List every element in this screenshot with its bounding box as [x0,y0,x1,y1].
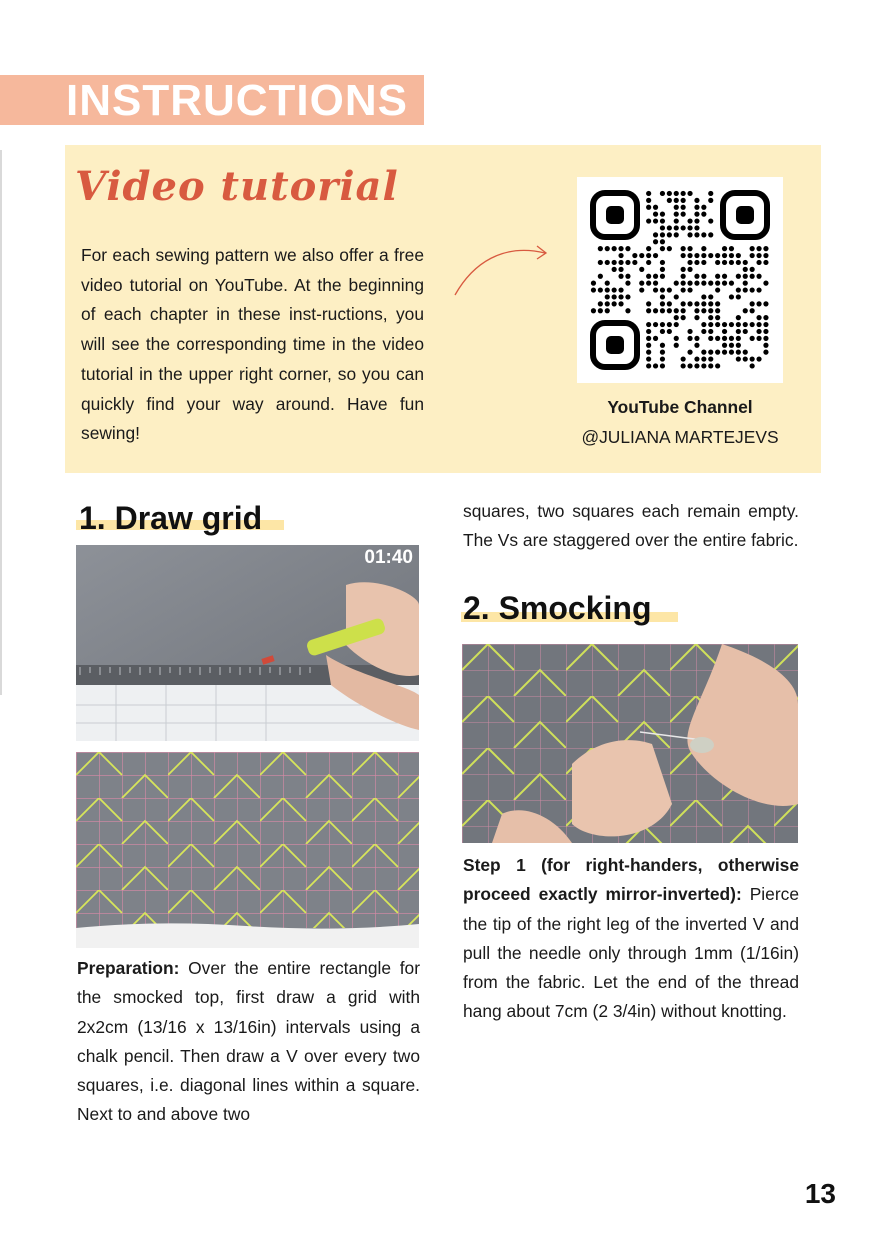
photo-smocking-needle [462,644,798,843]
grid-continued-text: squares, two squares each remain empty. The Vs are staggered over the entire fabric. [463,501,799,551]
page-title: INSTRUCTIONS [66,76,408,125]
youtube-channel-handle: @JULIANA MARTEJEVS [581,427,779,447]
page-number: 13 [804,1178,836,1209]
youtube-qr-code[interactable] [577,177,783,383]
video-tutorial-text: For each sewing pattern we also offer a free video tutorial on YouTube. At the beginning of each chapter in these inst-ructions, you will see the corresponding time in the video tutorial in the upper right corner, so you can quickly find your way around. Have fun sewing! [81,245,424,444]
step1-text [463,851,799,1027]
step1-label: Step 1 (for right-handers, otherwise proceed exactly mirror-inverted): [463,855,799,905]
preparation-label: Preparation: [77,958,180,978]
video-tutorial-heading: Video tutorial [75,163,399,210]
step1-body: Pierce the tip of the right leg of the inverted V and pull the needle only through 1mm (1/16in) from the fabric. Let the end of the thread hang about 7cm (2 3/4in) without knotting. [463,884,799,1022]
youtube-channel-label: YouTube Channel [607,397,753,417]
preparation-text [77,954,420,1130]
video-timecode: 01:40 [364,547,413,568]
photo-drawing-grid [76,545,419,741]
qr-code-icon [577,177,783,383]
section-draw-grid-heading: 1. Draw grid [79,500,263,536]
section-smocking-heading: 2. Smocking [463,590,652,626]
curved-arrow-icon [453,233,553,303]
photo-grid-pattern [76,752,419,948]
page-edge-rule [0,150,2,695]
instructions-banner [0,75,424,125]
video-tutorial-box [65,145,821,473]
preparation-body: Over the entire rectangle for the smocked top, first draw a grid with 2x2cm (13/16 x 13/16in) intervals using a chalk pencil. Then draw a V over every two squares, i.e. diagonal lines within a square. Next to and above two [77,958,420,1125]
